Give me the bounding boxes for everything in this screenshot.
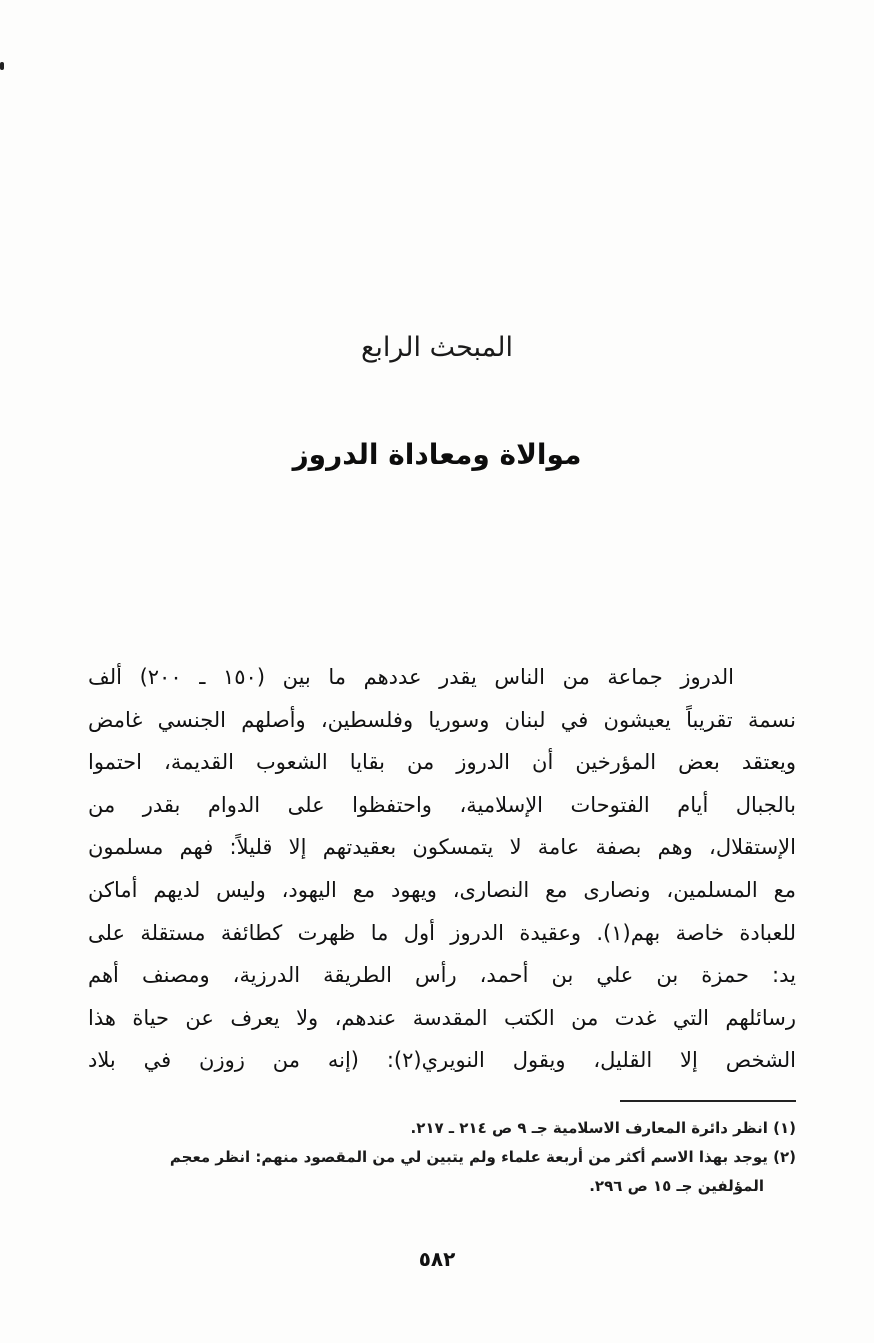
body-line: الإستقلال، وهم بصفة عامة لا يتمسكون بعقيدتهم إلا قليلاً: فهم مسلمون [88,835,796,860]
footnotes [96,1114,796,1201]
body-line: يد: حمزة بن علي بن أحمد، رأس الطريقة الدرزية، ومصنف أهم [88,963,796,988]
body-line: رسائلهم التي غدت من الكتب المقدسة عندهم، ولا يعرف عن حياة هذا [88,1005,796,1030]
section-label: المبحث الرابع [360,332,514,363]
chapter-title: موالاة ومعاداة الدروز [292,438,582,471]
body-line: للعبادة خاصة بهم(١). وعقيدة الدروز أول ما ظهرت كطائفة مستقلة على [88,920,796,945]
footnote-2: (٢) يوجد بهذا الاسم أكثر من أربعة علماء ولم يتبين لي من المقصود منهم: انظر معجم [169,1148,796,1166]
body-line: الدروز جماعة من الناس يقدر عددهم ما بين (١٥٠ ـ ٢٠٠) ألف [88,665,734,689]
footnote-divider [620,1100,796,1102]
body-line: بالجبال أيام الفتوحات الإسلامية، واحتفظوا على الدوام بقدر من [88,792,796,817]
body-line: نسمة تقريباً يعيشون في لبنان وسوريا وفلسطين، وأصلهم الجنسي غامض [88,707,796,732]
margin-mark [0,62,4,70]
body-line: الشخص إلا القليل، ويقول النويري(٢): (إنه من زوزن في بلاد [88,1048,796,1073]
footnote-2-continued: المؤلفين جـ ١٥ ص ٢٩٦. [589,1177,764,1195]
body-line: ويعتقد بعض المؤرخين أن الدروز من بقايا الشعوب القديمة، احتموا [88,750,796,775]
page-number: ٥٨٢ [418,1247,456,1271]
body-line: مع المسلمين، ونصارى مع النصارى، ويهود مع اليهود، وليس لديهم أماكن [88,877,796,902]
body-paragraph [88,656,796,1082]
footnote-1: (١) انظر دائرة المعارف الاسلامية جـ ٩ ص ٢١٤ ـ ٢١٧. [410,1119,796,1137]
